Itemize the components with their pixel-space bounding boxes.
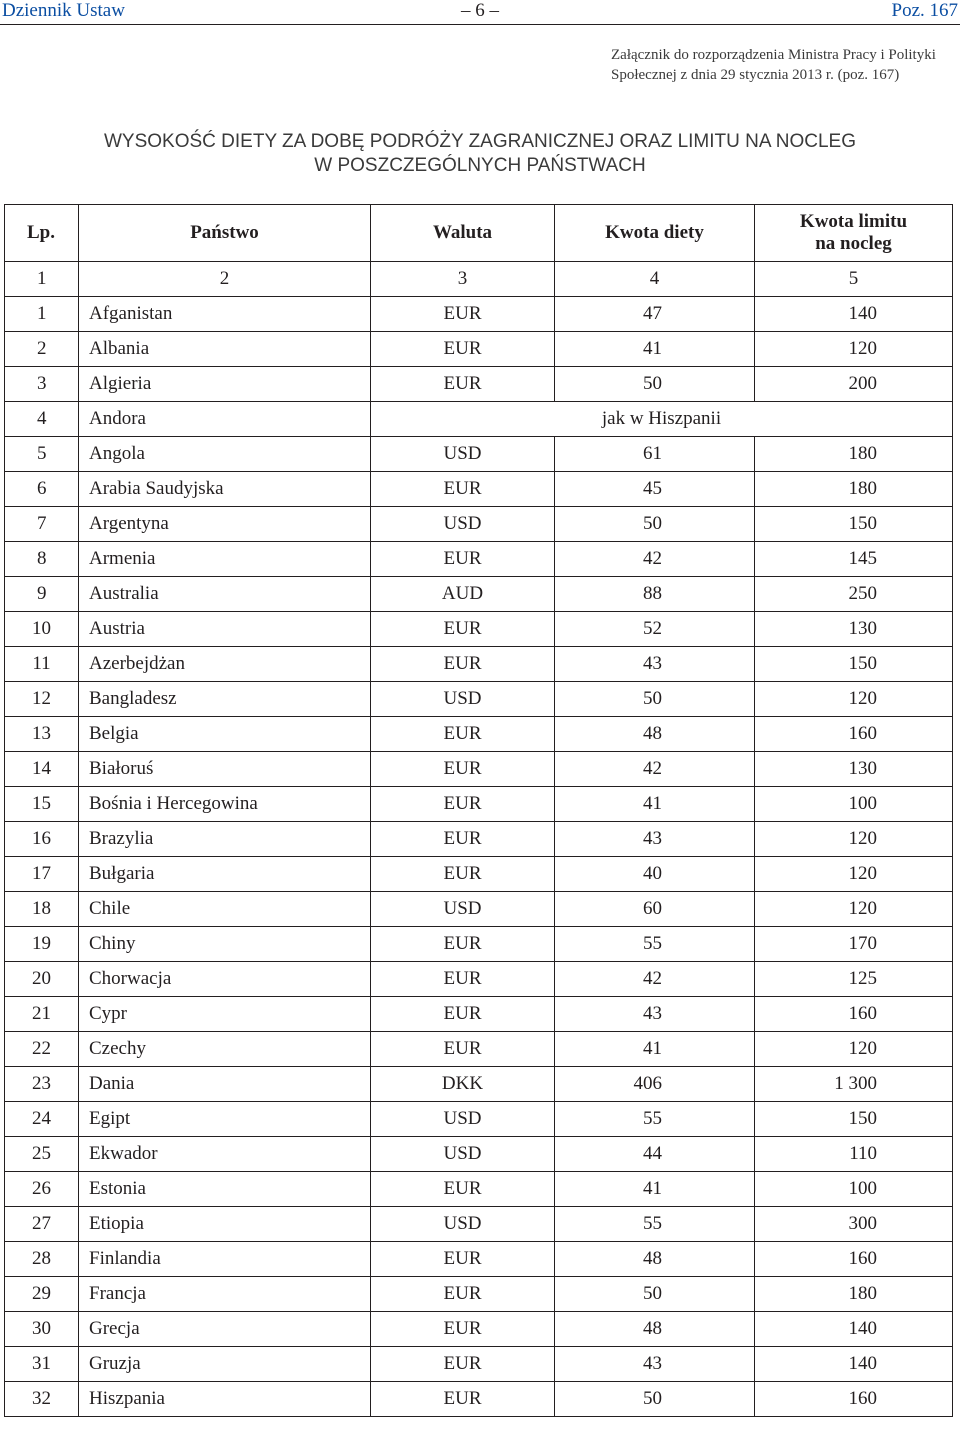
country-name: Finlandia bbox=[79, 1242, 371, 1277]
row-number: 6 bbox=[5, 472, 79, 507]
row-number: 3 bbox=[5, 367, 79, 402]
currency: EUR bbox=[371, 1347, 555, 1382]
daily-allowance: 41 bbox=[555, 787, 755, 822]
country-name: Australia bbox=[79, 577, 371, 612]
annex-line-2: Społecznej z dnia 29 stycznia 2013 r. (poz. 167) bbox=[611, 67, 900, 83]
lodging-limit: 180 bbox=[755, 1277, 953, 1312]
country-name: Armenia bbox=[79, 542, 371, 577]
daily-allowance: 45 bbox=[555, 472, 755, 507]
country-name: Estonia bbox=[79, 1172, 371, 1207]
row-number: 22 bbox=[5, 1032, 79, 1067]
row-number: 29 bbox=[5, 1277, 79, 1312]
lodging-limit: 120 bbox=[755, 332, 953, 367]
currency: AUD bbox=[371, 577, 555, 612]
table-row bbox=[5, 752, 953, 787]
country-name: Etiopia bbox=[79, 1207, 371, 1242]
position-number: Poz. 167 bbox=[891, 0, 958, 21]
table-row bbox=[5, 717, 953, 752]
col-header-lp: Lp. bbox=[5, 205, 79, 262]
header-divider bbox=[0, 24, 960, 25]
table-row bbox=[5, 332, 953, 367]
daily-allowance: 42 bbox=[555, 962, 755, 997]
country-name: Belgia bbox=[79, 717, 371, 752]
currency: EUR bbox=[371, 1312, 555, 1347]
table-row bbox=[5, 1102, 953, 1137]
table-row bbox=[5, 1382, 953, 1417]
currency: EUR bbox=[371, 1277, 555, 1312]
daily-allowance: 50 bbox=[555, 1382, 755, 1417]
currency: EUR bbox=[371, 1172, 555, 1207]
currency: EUR bbox=[371, 1032, 555, 1067]
table-row bbox=[5, 1242, 953, 1277]
col-header-currency: Waluta bbox=[371, 205, 555, 262]
currency: USD bbox=[371, 682, 555, 717]
row-number: 2 bbox=[5, 332, 79, 367]
country-name: Brazylia bbox=[79, 822, 371, 857]
row-number: 9 bbox=[5, 577, 79, 612]
daily-allowance: 52 bbox=[555, 612, 755, 647]
lodging-limit: 160 bbox=[755, 1242, 953, 1277]
currency: EUR bbox=[371, 367, 555, 402]
row-number: 18 bbox=[5, 892, 79, 927]
table-row bbox=[5, 577, 953, 612]
merged-note: jak w Hiszpanii bbox=[371, 402, 953, 437]
col-number: 4 bbox=[555, 262, 755, 297]
table-row bbox=[5, 1137, 953, 1172]
lodging-limit: 150 bbox=[755, 1102, 953, 1137]
currency: EUR bbox=[371, 997, 555, 1032]
page-number: – 6 – bbox=[461, 0, 499, 21]
daily-allowance: 41 bbox=[555, 1032, 755, 1067]
col-header-limit-line-2: na nocleg bbox=[815, 233, 892, 254]
allowance-table bbox=[4, 204, 953, 1417]
daily-allowance: 55 bbox=[555, 1102, 755, 1137]
currency: USD bbox=[371, 507, 555, 542]
page-header bbox=[0, 0, 960, 24]
row-number: 24 bbox=[5, 1102, 79, 1137]
currency: EUR bbox=[371, 1242, 555, 1277]
table-row bbox=[5, 472, 953, 507]
currency: EUR bbox=[371, 962, 555, 997]
col-number: 2 bbox=[79, 262, 371, 297]
country-name: Francja bbox=[79, 1277, 371, 1312]
country-name: Bangladesz bbox=[79, 682, 371, 717]
lodging-limit: 180 bbox=[755, 472, 953, 507]
country-name: Grecja bbox=[79, 1312, 371, 1347]
lodging-limit: 140 bbox=[755, 1347, 953, 1382]
row-number: 15 bbox=[5, 787, 79, 822]
daily-allowance: 42 bbox=[555, 752, 755, 787]
table-row bbox=[5, 1067, 953, 1102]
daily-allowance: 41 bbox=[555, 332, 755, 367]
country-name: Egipt bbox=[79, 1102, 371, 1137]
row-number: 31 bbox=[5, 1347, 79, 1382]
country-name: Ekwador bbox=[79, 1137, 371, 1172]
daily-allowance: 61 bbox=[555, 437, 755, 472]
table-row bbox=[5, 507, 953, 542]
table-row bbox=[5, 857, 953, 892]
currency: EUR bbox=[371, 927, 555, 962]
row-number: 26 bbox=[5, 1172, 79, 1207]
country-name: Chiny bbox=[79, 927, 371, 962]
title-line-2: W POSZCZEGÓLNYCH PAŃSTWACH bbox=[314, 155, 646, 176]
col-header-limit-line-1: Kwota limitu bbox=[799, 211, 908, 232]
currency: EUR bbox=[371, 472, 555, 507]
col-number: 5 bbox=[755, 262, 953, 297]
currency: DKK bbox=[371, 1067, 555, 1102]
lodging-limit: 160 bbox=[755, 1382, 953, 1417]
lodging-limit: 110 bbox=[755, 1137, 953, 1172]
country-name: Cypr bbox=[79, 997, 371, 1032]
lodging-limit: 160 bbox=[755, 997, 953, 1032]
lodging-limit: 1 300 bbox=[755, 1067, 953, 1102]
daily-allowance: 48 bbox=[555, 1312, 755, 1347]
currency: EUR bbox=[371, 822, 555, 857]
lodging-limit: 160 bbox=[755, 717, 953, 752]
country-name: Andora bbox=[79, 402, 371, 437]
currency: EUR bbox=[371, 717, 555, 752]
row-number: 25 bbox=[5, 1137, 79, 1172]
lodging-limit: 120 bbox=[755, 822, 953, 857]
title-line-1: WYSOKOŚĆ DIETY ZA DOBĘ PODRÓŻY ZAGRANICZNEJ ORAZ LIMITU NA NOCLEG bbox=[103, 131, 857, 152]
daily-allowance: 42 bbox=[555, 542, 755, 577]
row-number: 19 bbox=[5, 927, 79, 962]
currency: USD bbox=[371, 437, 555, 472]
col-number: 1 bbox=[5, 262, 79, 297]
table-row bbox=[5, 542, 953, 577]
journal-title: Dziennik Ustaw bbox=[2, 0, 125, 21]
row-number: 21 bbox=[5, 997, 79, 1032]
lodging-limit: 300 bbox=[755, 1207, 953, 1242]
country-name: Albania bbox=[79, 332, 371, 367]
document-title bbox=[0, 130, 960, 178]
currency: EUR bbox=[371, 857, 555, 892]
lodging-limit: 200 bbox=[755, 367, 953, 402]
daily-allowance: 50 bbox=[555, 682, 755, 717]
country-name: Afganistan bbox=[79, 297, 371, 332]
lodging-limit: 170 bbox=[755, 927, 953, 962]
lodging-limit: 125 bbox=[755, 962, 953, 997]
daily-allowance: 43 bbox=[555, 997, 755, 1032]
daily-allowance: 50 bbox=[555, 1277, 755, 1312]
lodging-limit: 120 bbox=[755, 1032, 953, 1067]
row-number: 20 bbox=[5, 962, 79, 997]
country-name: Hiszpania bbox=[79, 1382, 371, 1417]
table-row bbox=[5, 1172, 953, 1207]
lodging-limit: 150 bbox=[755, 507, 953, 542]
currency: EUR bbox=[371, 297, 555, 332]
currency: EUR bbox=[371, 332, 555, 367]
table-row bbox=[5, 437, 953, 472]
daily-allowance: 48 bbox=[555, 717, 755, 752]
table-row bbox=[5, 787, 953, 822]
table-body bbox=[5, 297, 953, 1417]
country-name: Angola bbox=[79, 437, 371, 472]
row-number: 16 bbox=[5, 822, 79, 857]
daily-allowance: 406 bbox=[555, 1067, 755, 1102]
currency: EUR bbox=[371, 612, 555, 647]
lodging-limit: 100 bbox=[755, 1172, 953, 1207]
table-row bbox=[5, 1347, 953, 1382]
currency: EUR bbox=[371, 787, 555, 822]
currency: EUR bbox=[371, 647, 555, 682]
lodging-limit: 150 bbox=[755, 647, 953, 682]
currency: USD bbox=[371, 1137, 555, 1172]
annex-note bbox=[611, 45, 956, 85]
table-row bbox=[5, 402, 953, 437]
row-number: 7 bbox=[5, 507, 79, 542]
currency: USD bbox=[371, 1102, 555, 1137]
row-number: 12 bbox=[5, 682, 79, 717]
country-name: Czechy bbox=[79, 1032, 371, 1067]
daily-allowance: 48 bbox=[555, 1242, 755, 1277]
row-number: 1 bbox=[5, 297, 79, 332]
row-number: 14 bbox=[5, 752, 79, 787]
table-row bbox=[5, 1312, 953, 1347]
table-row bbox=[5, 612, 953, 647]
table-row bbox=[5, 1207, 953, 1242]
table-header-row bbox=[5, 205, 953, 262]
country-name: Chile bbox=[79, 892, 371, 927]
row-number: 10 bbox=[5, 612, 79, 647]
country-name: Algieria bbox=[79, 367, 371, 402]
lodging-limit: 120 bbox=[755, 857, 953, 892]
daily-allowance: 47 bbox=[555, 297, 755, 332]
country-name: Bułgaria bbox=[79, 857, 371, 892]
row-number: 13 bbox=[5, 717, 79, 752]
row-number: 11 bbox=[5, 647, 79, 682]
row-number: 4 bbox=[5, 402, 79, 437]
row-number: 28 bbox=[5, 1242, 79, 1277]
row-number: 32 bbox=[5, 1382, 79, 1417]
table-row bbox=[5, 1032, 953, 1067]
table-row bbox=[5, 962, 953, 997]
daily-allowance: 43 bbox=[555, 822, 755, 857]
currency: EUR bbox=[371, 1382, 555, 1417]
table-row bbox=[5, 822, 953, 857]
country-name: Chorwacja bbox=[79, 962, 371, 997]
row-number: 17 bbox=[5, 857, 79, 892]
col-header-allowance: Kwota diety bbox=[555, 205, 755, 262]
country-name: Gruzja bbox=[79, 1347, 371, 1382]
row-number: 8 bbox=[5, 542, 79, 577]
daily-allowance: 50 bbox=[555, 507, 755, 542]
currency: USD bbox=[371, 1207, 555, 1242]
country-name: Dania bbox=[79, 1067, 371, 1102]
country-name: Azerbejdżan bbox=[79, 647, 371, 682]
lodging-limit: 145 bbox=[755, 542, 953, 577]
table-row bbox=[5, 367, 953, 402]
column-number-row bbox=[5, 262, 953, 297]
daily-allowance: 55 bbox=[555, 1207, 755, 1242]
table-row bbox=[5, 997, 953, 1032]
table-row bbox=[5, 647, 953, 682]
lodging-limit: 250 bbox=[755, 577, 953, 612]
col-number: 3 bbox=[371, 262, 555, 297]
daily-allowance: 44 bbox=[555, 1137, 755, 1172]
country-name: Bośnia i Hercegowina bbox=[79, 787, 371, 822]
row-number: 27 bbox=[5, 1207, 79, 1242]
table-row bbox=[5, 682, 953, 717]
lodging-limit: 130 bbox=[755, 612, 953, 647]
row-number: 30 bbox=[5, 1312, 79, 1347]
table-row bbox=[5, 927, 953, 962]
currency: EUR bbox=[371, 542, 555, 577]
country-name: Argentyna bbox=[79, 507, 371, 542]
daily-allowance: 40 bbox=[555, 857, 755, 892]
row-number: 23 bbox=[5, 1067, 79, 1102]
table-row bbox=[5, 892, 953, 927]
lodging-limit: 140 bbox=[755, 297, 953, 332]
lodging-limit: 130 bbox=[755, 752, 953, 787]
country-name: Austria bbox=[79, 612, 371, 647]
table-row bbox=[5, 297, 953, 332]
lodging-limit: 140 bbox=[755, 1312, 953, 1347]
col-header-country: Państwo bbox=[79, 205, 371, 262]
lodging-limit: 120 bbox=[755, 892, 953, 927]
daily-allowance: 43 bbox=[555, 1347, 755, 1382]
daily-allowance: 41 bbox=[555, 1172, 755, 1207]
annex-line-1: Załącznik do rozporządzenia Ministra Pracy i Polityki bbox=[611, 47, 936, 63]
currency: EUR bbox=[371, 752, 555, 787]
daily-allowance: 88 bbox=[555, 577, 755, 612]
lodging-limit: 100 bbox=[755, 787, 953, 822]
country-name: Arabia Saudyjska bbox=[79, 472, 371, 507]
currency: USD bbox=[371, 892, 555, 927]
daily-allowance: 60 bbox=[555, 892, 755, 927]
lodging-limit: 180 bbox=[755, 437, 953, 472]
col-header-limit bbox=[755, 205, 953, 262]
country-name: Białoruś bbox=[79, 752, 371, 787]
row-number: 5 bbox=[5, 437, 79, 472]
daily-allowance: 43 bbox=[555, 647, 755, 682]
daily-allowance: 50 bbox=[555, 367, 755, 402]
lodging-limit: 120 bbox=[755, 682, 953, 717]
daily-allowance: 55 bbox=[555, 927, 755, 962]
table-row bbox=[5, 1277, 953, 1312]
